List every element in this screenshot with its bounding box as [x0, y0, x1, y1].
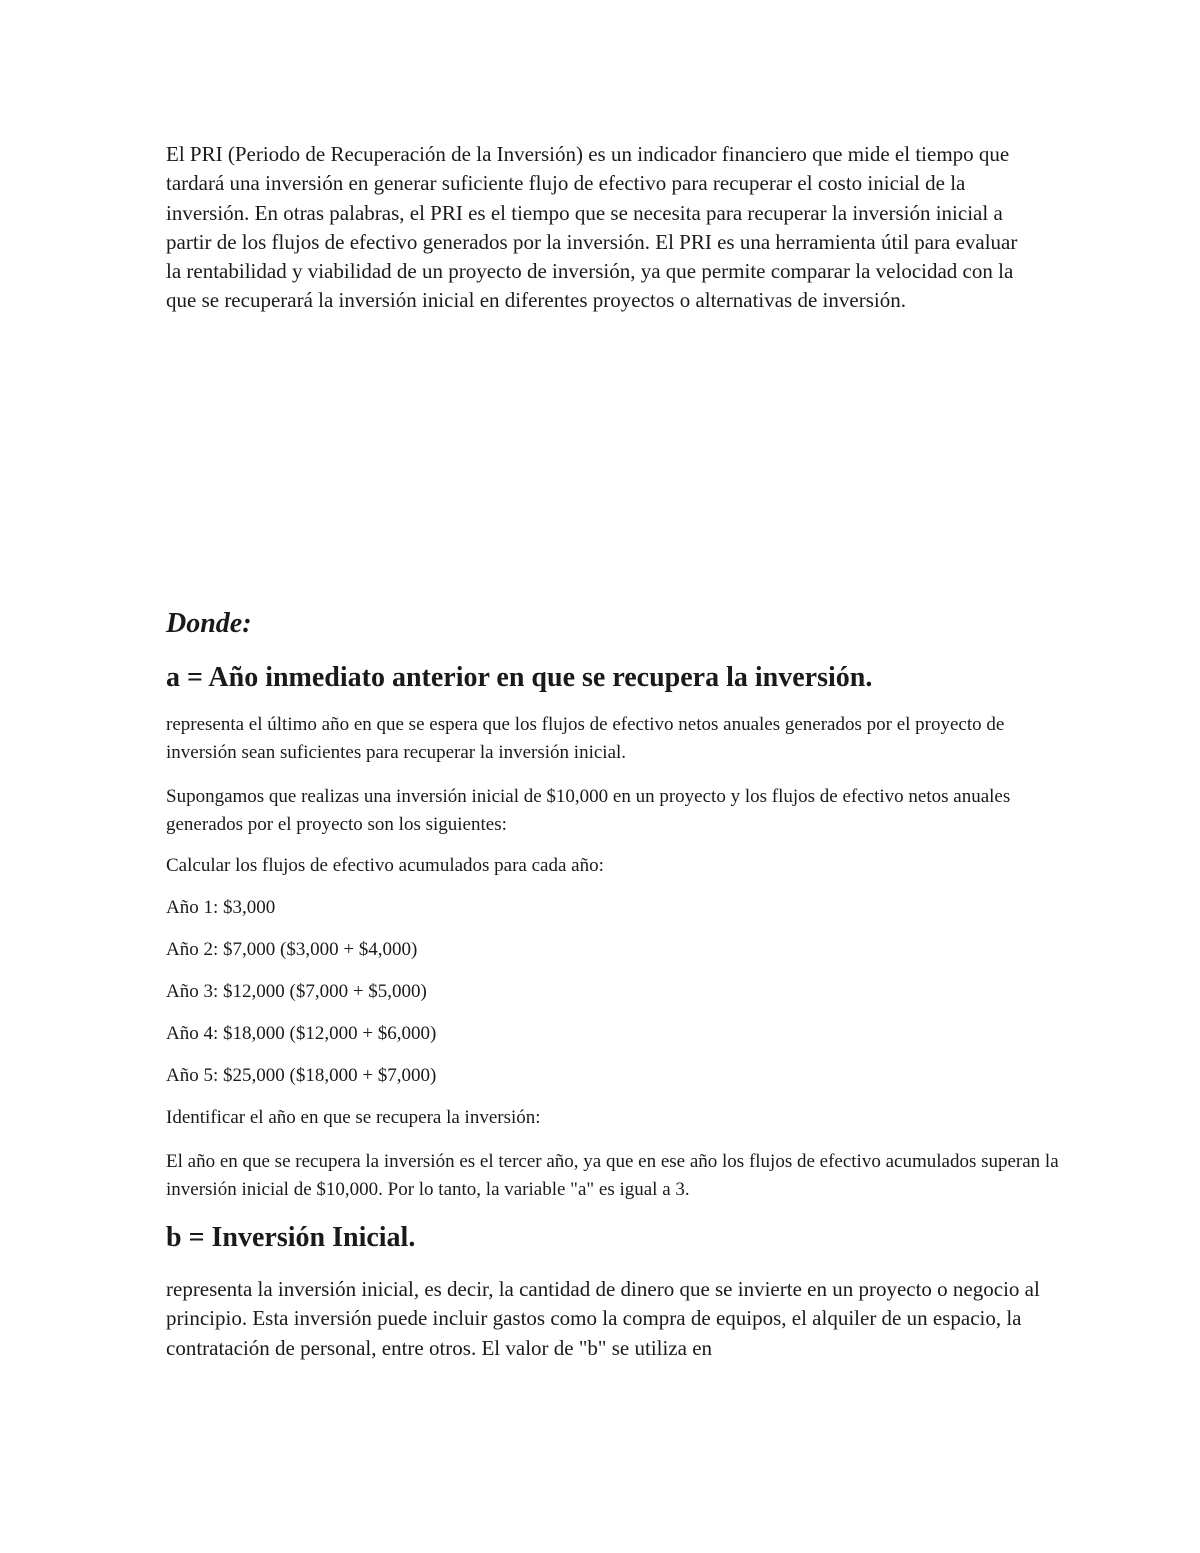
year-1-line: Año 1: $3,000	[166, 897, 276, 918]
section-a-example-intro: Supongamos que realizas una inversión inicial de $10,000 en un proyecto y los flujos de efectivo netos anuales generados por el proyecto son los siguientes:	[166, 786, 1011, 835]
section-a-conclusion: El año en que se recupera la inversión es el tercer año, ya que en ese año los flujos de efectivo acumulados superan la inversión inicial de $10,000. Por lo tanto, la variable "a" es igual a 3.	[166, 1151, 1059, 1200]
section-a-identify-step: Identificar el año en que se recupera la inversión:	[166, 1107, 541, 1128]
section-b-definition: representa la inversión inicial, es decir, la cantidad de dinero que se invierte en un proyecto o negocio al principio. Esta inversión puede incluir gastos como la compra de equipos, el alquiler de un espacio, la contratación de personal, entre otros. El valor de "b" se utiliza en	[166, 1277, 1040, 1360]
section-a-definition: representa el último año en que se espera que los flujos de efectivo netos anuales generados por el proyecto de inversión sean suficientes para recuperar la inversión inicial.	[166, 714, 1005, 763]
section-b-heading: b = Inversión Inicial.	[166, 1222, 416, 1253]
year-3-line: Año 3: $12,000 ($7,000 + $5,000)	[166, 981, 427, 1002]
donde-heading: Donde:	[166, 608, 252, 639]
section-a-calc-step: Calcular los flujos de efectivo acumulados para cada año:	[166, 855, 604, 876]
year-2-line: Año 2: $7,000 ($3,000 + $4,000)	[166, 939, 418, 960]
section-a-heading: a = Año inmediato anterior en que se recupera la inversión.	[166, 662, 873, 693]
year-4-line: Año 4: $18,000 ($12,000 + $6,000)	[166, 1023, 437, 1044]
intro-paragraph: El PRI (Periodo de Recuperación de la Inversión) es un indicador financiero que mide el tiempo que tardará una inversión en generar suficiente flujo de efectivo para recuperar el costo inicial de la inversión. En otras palabras, el PRI es el tiempo que se necesita para recuperar la inversión inicial a partir de los flujos de efectivo generados por la inversión. El PRI es una herramienta útil para evaluar la rentabilidad y viabilidad de un proyecto de inversión, ya que permite comparar la velocidad con la que se recuperará la inversión inicial en diferentes proyectos o alternativas de inversión.	[166, 142, 1018, 313]
year-5-line: Año 5: $25,000 ($18,000 + $7,000)	[166, 1065, 437, 1086]
